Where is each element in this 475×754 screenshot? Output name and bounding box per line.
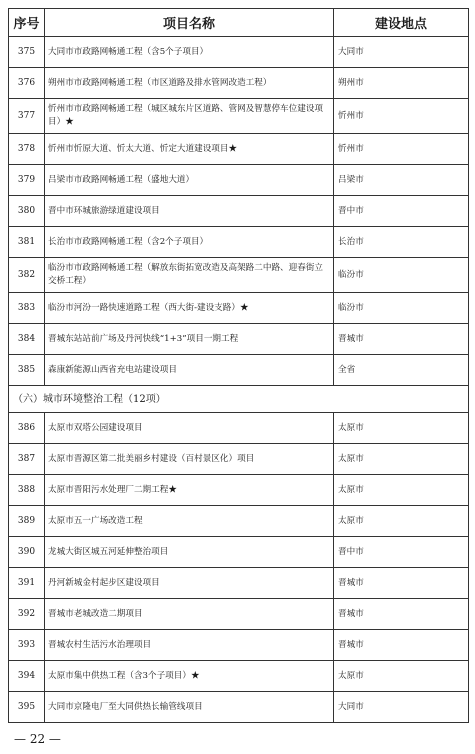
table-row <box>9 68 469 99</box>
row-location: 晋城市 <box>334 599 469 630</box>
row-number: 395 <box>9 692 45 723</box>
row-number: 382 <box>9 258 45 293</box>
row-number: 386 <box>9 413 45 444</box>
table-row <box>9 165 469 196</box>
row-location: 太原市 <box>334 444 469 475</box>
table-row <box>9 134 469 165</box>
header-location: 建设地点 <box>334 9 469 37</box>
row-number: 381 <box>9 227 45 258</box>
project-table <box>8 8 469 723</box>
row-number: 376 <box>9 68 45 99</box>
row-number: 387 <box>9 444 45 475</box>
row-location: 太原市 <box>334 475 469 506</box>
row-location: 忻州市 <box>334 134 469 165</box>
section-header-row <box>9 386 469 413</box>
table-row <box>9 227 469 258</box>
row-location: 全省 <box>334 355 469 386</box>
table-row <box>9 37 469 68</box>
row-location: 忻州市 <box>334 99 469 134</box>
table-header-row <box>9 9 469 37</box>
row-location: 大同市 <box>334 37 469 68</box>
row-project-name: 大同市京隆电厂至大同供热长输管线项目 <box>45 692 334 723</box>
row-number: 380 <box>9 196 45 227</box>
row-project-name: 朔州市市政路网畅通工程（市区道路及排水管网改造工程） <box>45 68 334 99</box>
row-project-name: 忻州市市政路网畅通工程（城区城东片区道路、管网及智慧停车位建设项目）★ <box>45 99 334 134</box>
row-number: 379 <box>9 165 45 196</box>
row-project-name: 长治市市政路网畅通工程（含2个子项目） <box>45 227 334 258</box>
row-number: 393 <box>9 630 45 661</box>
row-location: 临汾市 <box>334 293 469 324</box>
row-project-name: 忻州市忻原大道、忻太大道、忻定大道建设项目★ <box>45 134 334 165</box>
row-location: 晋中市 <box>334 196 469 227</box>
row-number: 392 <box>9 599 45 630</box>
row-number: 378 <box>9 134 45 165</box>
row-project-name: 太原市集中供热工程（含3个子项目）★ <box>45 661 334 692</box>
row-location: 太原市 <box>334 661 469 692</box>
row-number: 388 <box>9 475 45 506</box>
table-row <box>9 537 469 568</box>
row-project-name: 晋城东站站前广场及丹河快线“1+3”项目一期工程 <box>45 324 334 355</box>
row-project-name: 太原市晋源区第二批美丽乡村建设（百村景区化）项目 <box>45 444 334 475</box>
row-project-name: 吕梁市市政路网畅通工程（盛地大道） <box>45 165 334 196</box>
row-project-name: 晋城市老城改造二期项目 <box>45 599 334 630</box>
table-row <box>9 293 469 324</box>
row-location: 朔州市 <box>334 68 469 99</box>
page-number: — 22 — <box>14 732 61 746</box>
row-location: 晋中市 <box>334 537 469 568</box>
row-project-name: 晋城农村生活污水治理项目 <box>45 630 334 661</box>
row-location: 吕梁市 <box>334 165 469 196</box>
row-number: 377 <box>9 99 45 134</box>
row-number: 389 <box>9 506 45 537</box>
table-row <box>9 324 469 355</box>
row-project-name: 太原市五一广场改造工程 <box>45 506 334 537</box>
project-table-container <box>8 8 468 723</box>
table-row <box>9 413 469 444</box>
row-number: 394 <box>9 661 45 692</box>
table-row <box>9 692 469 723</box>
table-row <box>9 475 469 506</box>
row-location: 临汾市 <box>334 258 469 293</box>
row-number: 383 <box>9 293 45 324</box>
row-location: 太原市 <box>334 413 469 444</box>
table-row <box>9 661 469 692</box>
row-project-name: 临汾市河汾一路快速道路工程（西大街-建设支路）★ <box>45 293 334 324</box>
row-location: 太原市 <box>334 506 469 537</box>
row-project-name: 龙城大街区城五河延伸整治项目 <box>45 537 334 568</box>
row-project-name: 丹河新城金村起步区建设项目 <box>45 568 334 599</box>
row-number: 385 <box>9 355 45 386</box>
row-location: 晋城市 <box>334 324 469 355</box>
row-location: 大同市 <box>334 692 469 723</box>
table-row <box>9 99 469 134</box>
table-row <box>9 506 469 537</box>
header-serial-number: 序号 <box>9 9 45 37</box>
table-row <box>9 444 469 475</box>
row-location: 晋城市 <box>334 630 469 661</box>
header-project-name: 项目名称 <box>45 9 334 37</box>
row-project-name: 临汾市市政路网畅通工程（解放东街拓宽改造及高架路二中路、迎春街立交桥工程） <box>45 258 334 293</box>
row-project-name: 太原市晋阳污水处理厂二期工程★ <box>45 475 334 506</box>
table-row <box>9 258 469 293</box>
row-project-name: 晋中市环城旅游绿道建设项目 <box>45 196 334 227</box>
row-project-name: 太原市双塔公园建设项目 <box>45 413 334 444</box>
row-number: 384 <box>9 324 45 355</box>
row-number: 375 <box>9 37 45 68</box>
row-project-name: 大同市市政路网畅通工程（含5个子项目） <box>45 37 334 68</box>
table-row <box>9 568 469 599</box>
table-row <box>9 355 469 386</box>
section-title: （六）城市环境整治工程（12项） <box>9 386 469 413</box>
row-project-name: 森康新能源山西省充电站建设项目 <box>45 355 334 386</box>
row-location: 长治市 <box>334 227 469 258</box>
table-row <box>9 630 469 661</box>
row-number: 391 <box>9 568 45 599</box>
row-number: 390 <box>9 537 45 568</box>
table-row <box>9 599 469 630</box>
row-location: 晋城市 <box>334 568 469 599</box>
table-row <box>9 196 469 227</box>
